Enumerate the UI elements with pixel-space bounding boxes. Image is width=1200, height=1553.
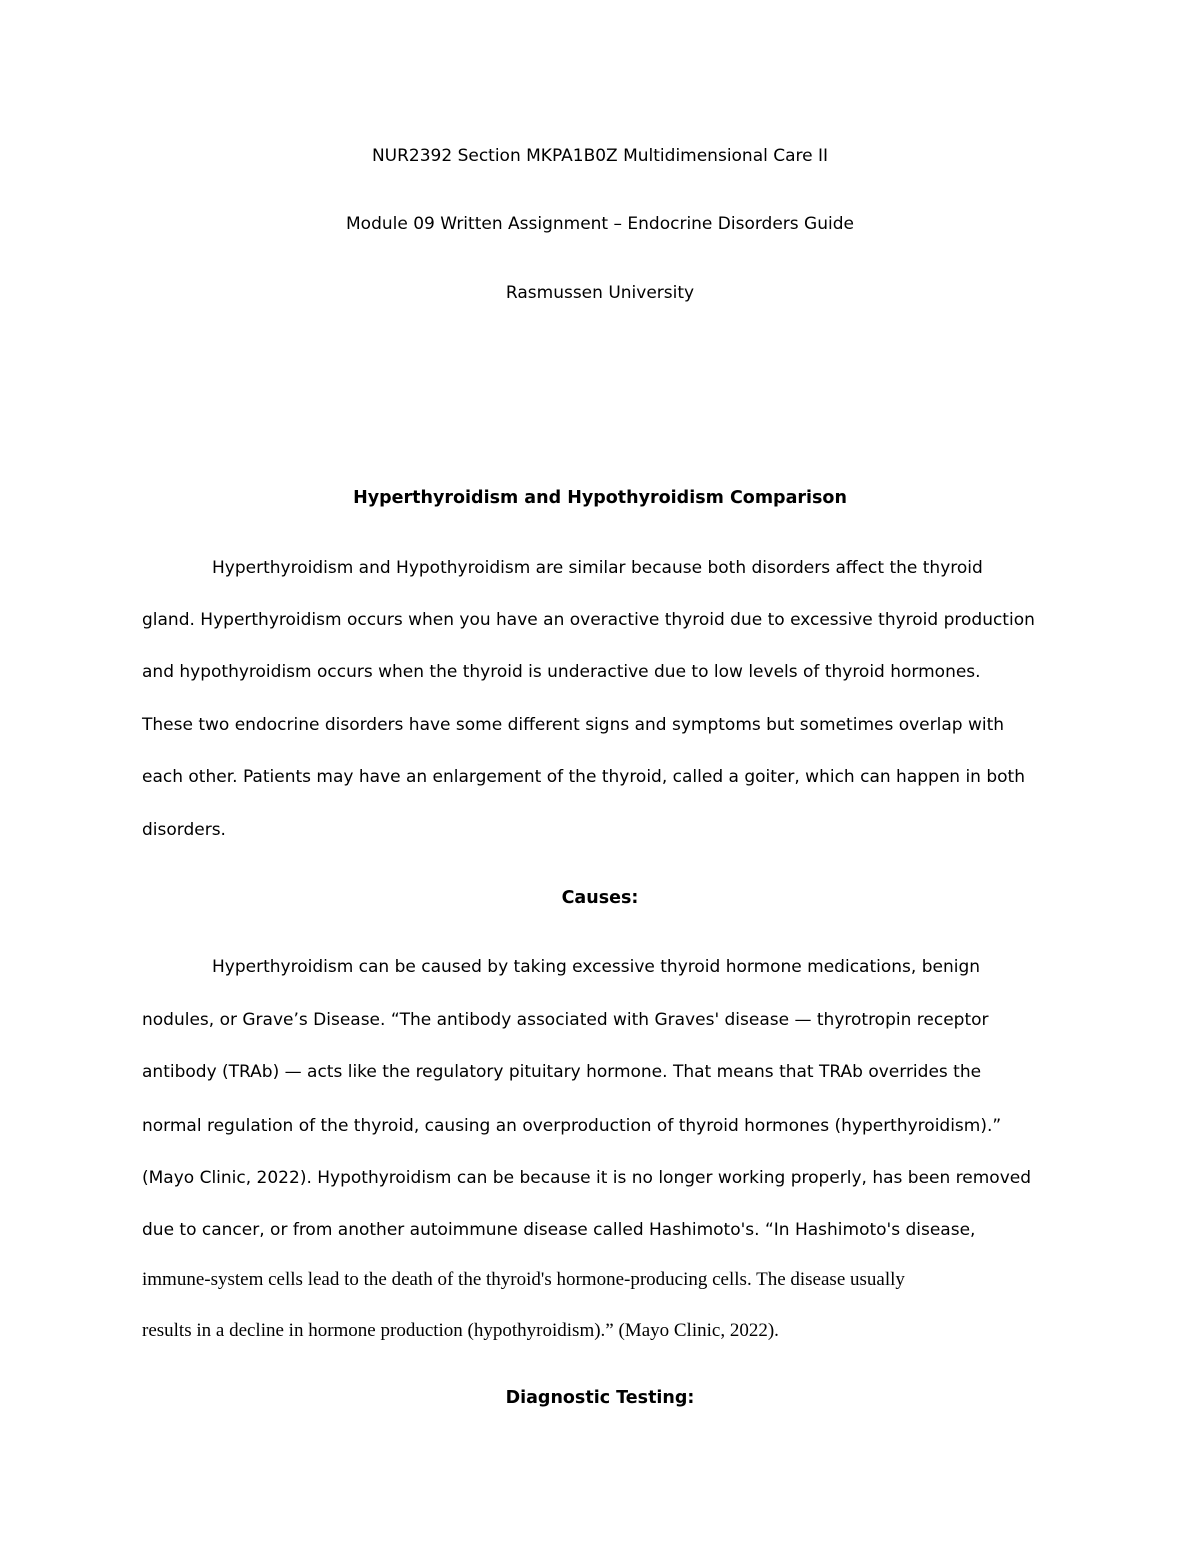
paragraph-line: Hyperthyroidism and Hypothyroidism are similar because both disorders affect the thyroid (212, 558, 983, 578)
paragraph-line: disorders. (142, 820, 226, 840)
course-title: NUR2392 Section MKPA1B0Z Multidimensional Care II (371, 146, 829, 166)
paragraph-line: normal regulation of the thyroid, causing an overproduction of thyroid hormones (hyperthyroidism).” (142, 1116, 1002, 1136)
comparison-heading: Hyperthyroidism and Hypothyroidism Comparison (353, 488, 847, 508)
paragraph-line: These two endocrine disorders have some different signs and symptoms but sometimes overlap with (142, 715, 1005, 735)
paragraph-line: gland. Hyperthyroidism occurs when you have an overactive thyroid due to excessive thyroid production (142, 610, 1035, 630)
causes-heading: Causes: (561, 888, 639, 908)
university-name: Rasmussen University (505, 283, 695, 303)
quote-line: immune-system cells lead to the death of the thyroid's hormone-producing cells. The disease usually (142, 1269, 905, 1290)
diagnostic-heading: Diagnostic Testing: (505, 1388, 695, 1408)
quote-line: results in a decline in hormone production (hypothyroidism).” (Mayo Clinic, 2022). (142, 1320, 779, 1341)
paragraph-line: antibody (TRAb) — acts like the regulatory pituitary hormone. That means that TRAb overrides the (142, 1062, 982, 1082)
paragraph-line: due to cancer, or from another autoimmune disease called Hashimoto's. “In Hashimoto's disease, (142, 1220, 976, 1240)
paragraph-line: and hypothyroidism occurs when the thyroid is underactive due to low levels of thyroid hormones. (142, 662, 981, 682)
paragraph-line: (Mayo Clinic, 2022). Hypothyroidism can be because it is no longer working properly, has been removed (142, 1168, 1032, 1188)
paragraph-line: Hyperthyroidism can be caused by taking excessive thyroid hormone medications, benign (212, 957, 981, 977)
paragraph-line: each other. Patients may have an enlargement of the thyroid, called a goiter, which can happen in both (142, 767, 1025, 787)
assignment-title: Module 09 Written Assignment – Endocrine Disorders Guide (346, 214, 854, 234)
paragraph-line: nodules, or Grave’s Disease. “The antibody associated with Graves' disease — thyrotropin receptor (142, 1010, 989, 1030)
